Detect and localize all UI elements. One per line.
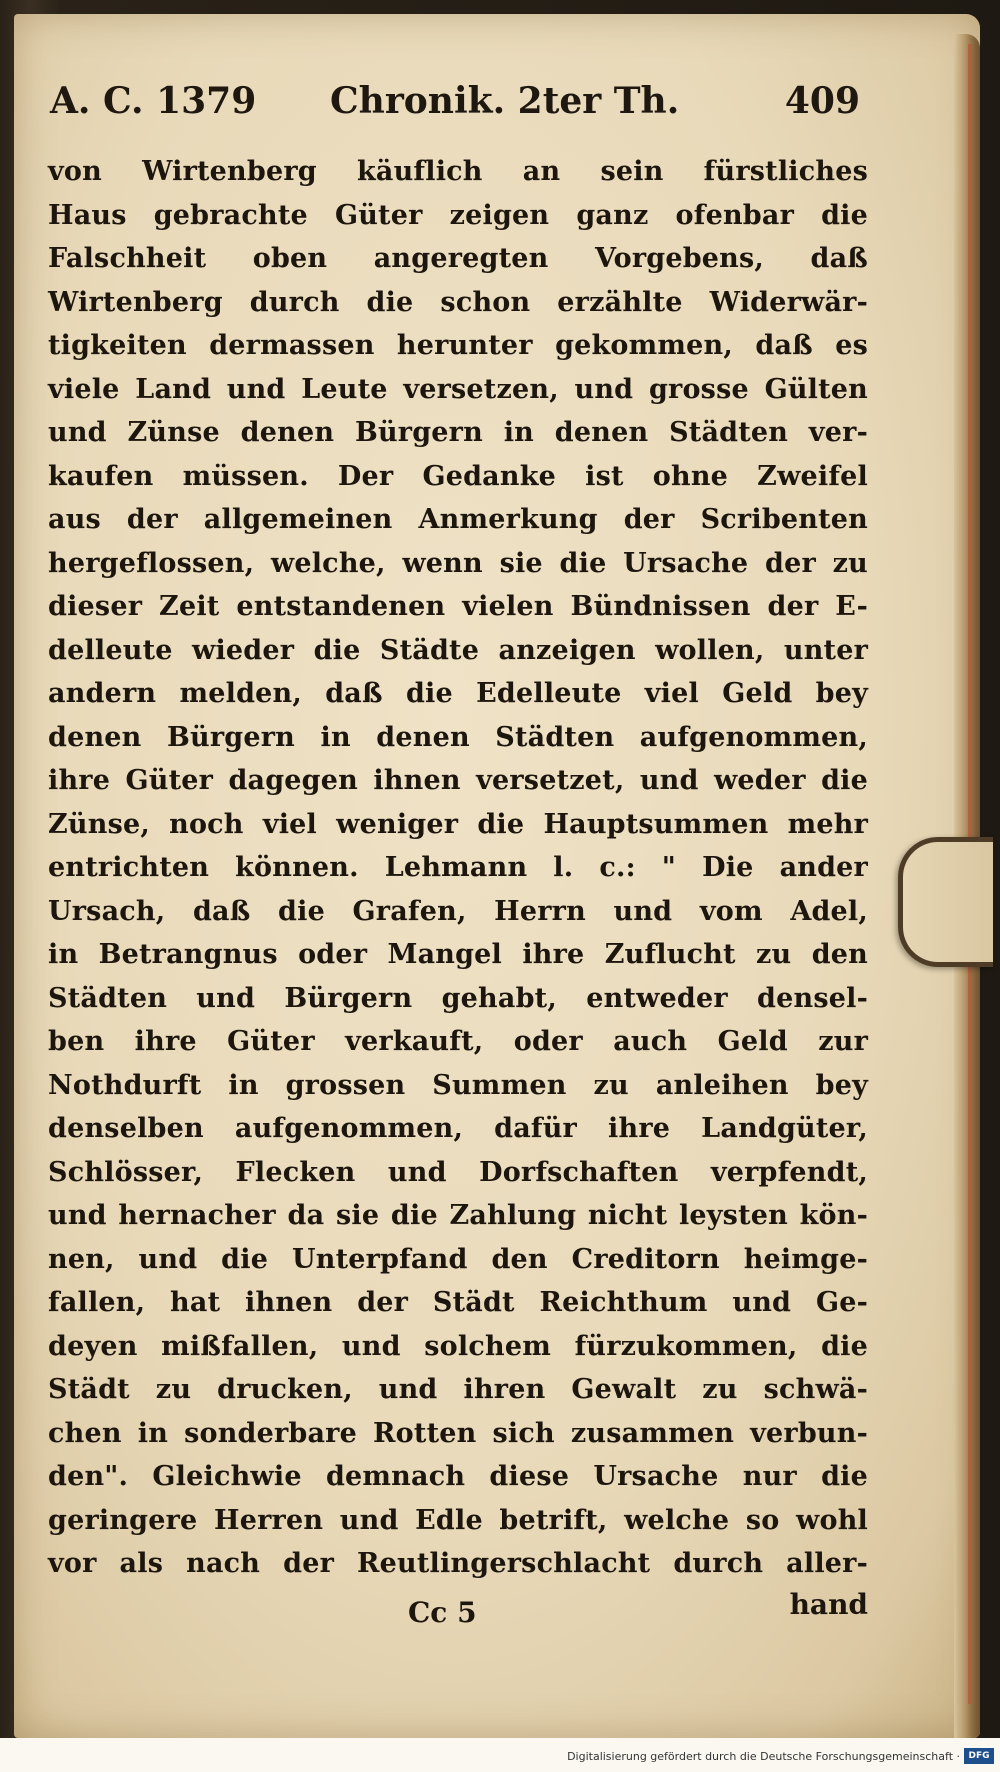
text-line: Haus gebrachte Güter zeigen ganz ofenbar die	[48, 199, 868, 231]
running-header	[50, 80, 860, 140]
text-line: Schlösser, Flecken und Dorfschaften verpfendt,	[48, 1156, 868, 1188]
page-footer	[48, 1588, 868, 1640]
dfg-logo: DFG	[964, 1748, 994, 1764]
text-line: chen in sonderbare Rotten sich zusammen verbun-	[48, 1417, 868, 1449]
text-line: denselben aufgenommen, dafür ihre Landgüter,	[48, 1113, 868, 1144]
text-line: deyen mißfallen, und solchem fürzukommen, die	[48, 1330, 868, 1362]
text-line: vor als nach der Reutlingerschlacht durch aller-	[48, 1548, 868, 1579]
digitization-credit: Digitalisierung gefördert durch die Deutsche Forschungsgemeinschaft ·	[567, 1750, 960, 1763]
text-line: tigkeiten dermassen herunter gekommen, daß es	[48, 330, 868, 361]
text-line: Städt zu drucken, und ihren Gewalt zu schwä-	[48, 1374, 868, 1405]
text-line: dieser Zeit entstandenen vielen Bündnissen der E-	[48, 591, 868, 622]
text-line: Falschheit oben angeregten Vorgebens, daß	[48, 243, 868, 274]
text-line: entrichten können. Lehmann l. c.: " Die ander	[48, 852, 868, 883]
text-line: ihre Güter dagegen ihnen versetzet, und weder die	[48, 765, 868, 796]
text-line: viele Land und Leute versetzen, und grosse Gülten	[48, 373, 868, 405]
text-line: kaufen müssen. Der Gedanke ist ohne Zweifel	[48, 460, 868, 492]
page-clip	[898, 837, 993, 967]
text-line: ben ihre Güter verkauft, oder auch Geld zur	[48, 1026, 868, 1057]
text-line: andern melden, daß die Edelleute viel Geld bey	[48, 678, 868, 709]
text-line: geringere Herren und Edle betrift, welche so wohl	[48, 1504, 868, 1536]
header-title: Chronik. 2ter Th.	[330, 80, 680, 122]
text-line: in Betrangnus oder Mangel ihre Zuflucht zu den	[48, 939, 868, 970]
text-line: von Wirtenberg käuflich an sein fürstliches	[48, 156, 868, 187]
header-year: A. C. 1379	[50, 80, 257, 122]
text-line: Ursach, daß die Grafen, Herrn und vom Adel,	[48, 895, 868, 927]
catchword: hand	[789, 1588, 868, 1621]
text-line: hergeflossen, welche, wenn sie die Ursache der zu	[48, 547, 868, 579]
page-number: 409	[784, 80, 860, 122]
text-line: den". Gleichwie demnach diese Ursache nur die	[48, 1461, 868, 1492]
text-line: Städten und Bürgern gehabt, entweder densel-	[48, 982, 868, 1014]
text-line: und Zünse denen Bürgern in denen Städten ver-	[48, 417, 868, 448]
text-line: und hernacher da sie die Zahlung nicht leysten kön-	[48, 1200, 868, 1231]
body-text	[48, 150, 868, 1586]
signature-mark: Cc 5	[408, 1596, 477, 1629]
text-line: Nothdurft in grossen Summen zu anleihen bey	[48, 1069, 868, 1101]
text-line: Zünse, noch viel weniger die Hauptsummen mehr	[48, 808, 868, 840]
text-line: Wirtenberg durch die schon erzählte Widerwär-	[48, 286, 868, 318]
text-line: delleute wieder die Städte anzeigen wollen, unter	[48, 634, 868, 666]
text-line: nen, und die Unterpfand den Creditorn heimge-	[48, 1243, 868, 1275]
text-line: fallen, hat ihnen der Städt Reichthum und Ge-	[48, 1287, 868, 1318]
text-line: denen Bürgern in denen Städten aufgenommen,	[48, 721, 868, 753]
text-line: aus der allgemeinen Anmerkung der Scribenten	[48, 504, 868, 535]
